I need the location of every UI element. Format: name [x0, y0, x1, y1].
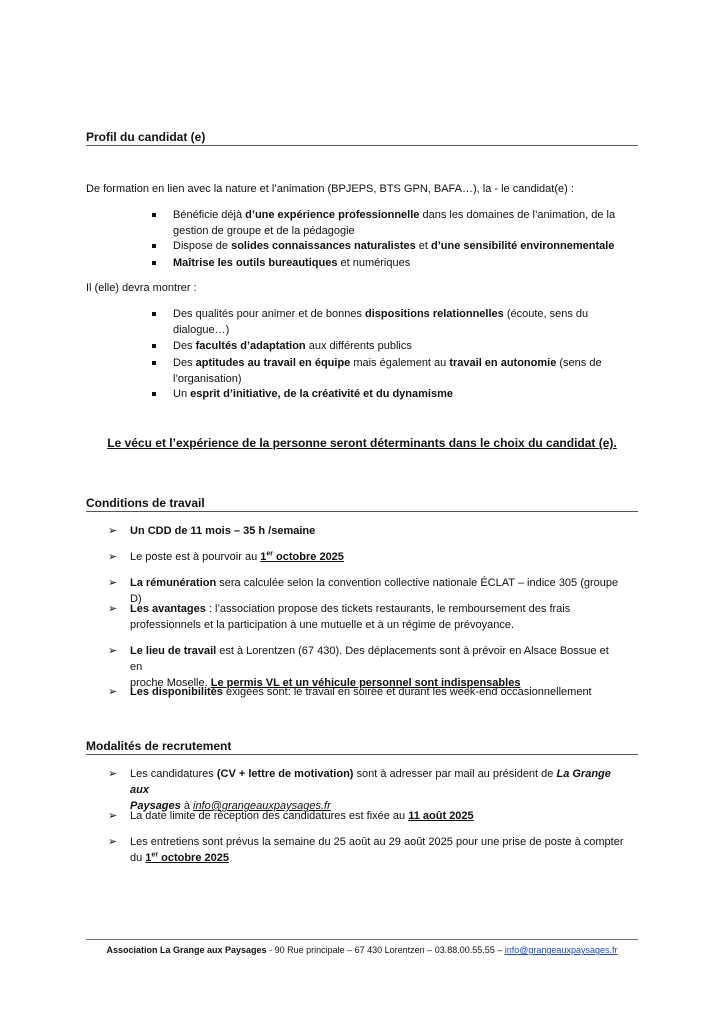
arrow-bullet-icon: ➢ [108, 686, 118, 698]
arrow-bullet-icon: ➢ [108, 836, 118, 848]
list-item: Les candidatures (CV + lettre de motivation) sont à adresser par mail au président de La Grange aux Paysages à info@grangeauxpaysages.fr [130, 768, 611, 812]
footer-address: - 90 Rue principale – 67 430 Lorentzen – 03.88.00.55.55 – [266, 945, 505, 955]
profil-intro: De formation en lien avec la nature et l’animation (BPJEPS, BTS GPN, BAFA…), la - le candidat(e) : [86, 183, 574, 195]
arrow-bullet-icon: ➢ [108, 810, 118, 822]
bullet-square-icon [152, 213, 156, 217]
list-item: Bénéficie déjà d’une expérience professionnelle dans les domaines de l’animation, de la gestion de groupe et de la pédagogie [173, 209, 616, 237]
list-item: Des facultés d’adaptation aux différents publics [173, 340, 412, 352]
bullet-square-icon [152, 392, 156, 396]
list-item: Des aptitudes au travail en équipe mais également au travail en autonomie (sens de l’organisation) [173, 357, 602, 385]
list-item: Les disponibilités exigées sont: le travail en soirée et durant les week-end occasionnellement [130, 686, 592, 698]
arrow-bullet-icon: ➢ [108, 645, 118, 657]
profil-devra: Il (elle) devra montrer : [86, 282, 197, 294]
list-item: Les avantages : l’association propose des tickets restaurants, le remboursement des frais professionnels et la participation à une mutuelle et à un régime de prévoyance. [130, 603, 571, 631]
footer-org: Association La Grange aux Paysages [106, 945, 267, 955]
section-title-conditions: Conditions de travail [86, 496, 205, 510]
list-item: Un CDD de 11 mois – 35 h /semaine [130, 525, 316, 537]
list-item: La rémunération sera calculée selon la convention collective nationale ÉCLAT – indice 305 (groupe D) [130, 577, 619, 605]
list-item: Le poste est à pourvoir au 1er octobre 2025 [130, 550, 344, 563]
list-item: Un esprit d’initiative, de la créativité et du dynamisme [173, 388, 453, 400]
bullet-square-icon [152, 244, 156, 248]
arrow-bullet-icon: ➢ [108, 768, 118, 780]
list-item: Le lieu de travail est à Lorentzen (67 430). Des déplacements sont à prévoir en Alsace Bossue et en proche Moselle. Le permis VL et un véhicule personnel sont indispensables [130, 645, 609, 689]
section-divider [86, 754, 638, 755]
footer-divider [86, 939, 638, 940]
emphasis-statement: Le vécu et l’expérience de la personne seront déterminants dans le choix du candidat (e). [107, 436, 617, 450]
arrow-bullet-icon: ➢ [108, 577, 118, 589]
footer-email-link[interactable]: info@grangeauxpaysages.fr [504, 945, 618, 955]
email-link[interactable]: info@grangeauxpaysages.fr [193, 800, 331, 812]
arrow-bullet-icon: ➢ [108, 525, 118, 537]
list-item: Des qualités pour animer et de bonnes dispositions relationnelles (écoute, sens du dialogue…) [173, 308, 589, 336]
bullet-square-icon [152, 361, 156, 365]
list-item: Dispose de solides connaissances naturalistes et d’une sensibilité environnementale [173, 240, 615, 252]
bullet-square-icon [152, 344, 156, 348]
footer [0, 942, 724, 958]
arrow-bullet-icon: ➢ [108, 603, 118, 615]
bullet-square-icon [152, 312, 156, 316]
list-item: Maîtrise les outils bureautiques et numériques [173, 257, 411, 269]
list-item: La date limite de réception des candidatures est fixée au 11 août 2025 [130, 810, 474, 822]
section-divider [86, 511, 638, 512]
section-divider [86, 145, 638, 146]
list-item: Les entretiens sont prévus la semaine du 25 août au 29 août 2025 pour une prise de poste à compter du 1er octobre 2025 [130, 836, 624, 864]
section-title-profil: Profil du candidat (e) [86, 130, 206, 144]
arrow-bullet-icon: ➢ [108, 551, 118, 563]
bullet-square-icon [152, 261, 156, 265]
section-title-modalites: Modalités de recrutement [86, 739, 232, 753]
